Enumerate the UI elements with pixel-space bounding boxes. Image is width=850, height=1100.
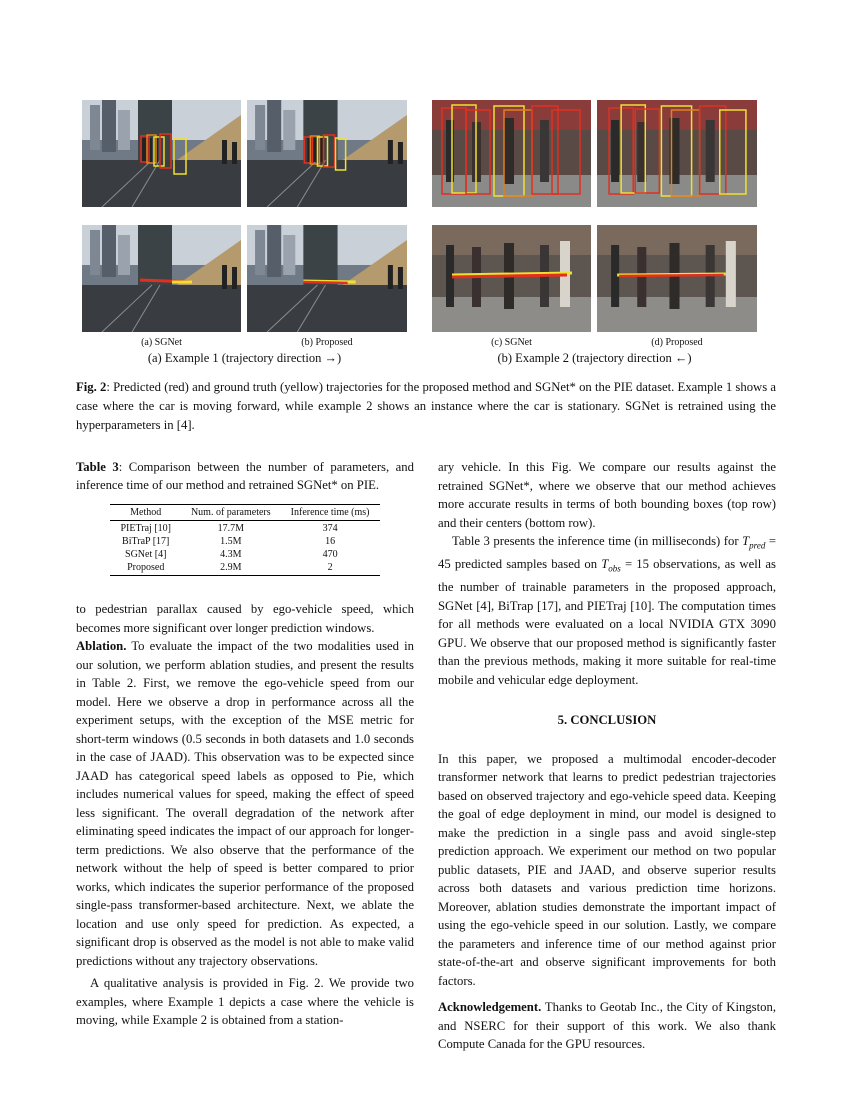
table-cell: 2.9M — [181, 561, 281, 576]
figure-caption-text: : Predicted (red) and ground truth (yellow) trajectories for the proposed method and SGNet* on the PIE dataset. Example 1 shows a case where the car is moving forward, while example 2 shows an instance where the car is stationary. SGNet is retrained using the hyperparameters in [4]. — [76, 380, 777, 432]
table-cell: 470 — [322, 549, 338, 560]
table-header: Method — [110, 505, 180, 521]
example1-proposed-boxes-image — [247, 100, 407, 207]
section-title-conclusion: 5. CONCLUSION — [557, 713, 657, 728]
table-cell: Proposed — [110, 561, 180, 576]
table3-label: Table 3 — [76, 460, 119, 474]
example1-sgnet-centers-image — [82, 225, 241, 332]
table-cell: 17.7M — [217, 523, 244, 534]
panel-caption-d: (d) Proposed — [651, 337, 703, 348]
t-pred-symbol: $T_{pred}$ — [742, 534, 766, 551]
table-header: Num. of parameters — [181, 505, 281, 521]
left-column-body — [76, 600, 414, 1030]
table3 — [110, 504, 379, 576]
ablation-paragraph — [76, 637, 414, 970]
left-column — [76, 458, 414, 576]
example1-sgnet-boxes-image — [82, 100, 241, 207]
inference-text-a: Table 3 presents the inference time (in milliseconds) for — [452, 534, 743, 548]
figure-caption — [76, 378, 776, 435]
table-cell: SGNet [4] — [125, 549, 167, 560]
ablation-text: To evaluate the impact of the two modalities used in our solution, we perform ablation studies, and present the results in Table 2. First, we remove the ego-vehicle speed from our model. Here we observe a drop in performance across all the experiment setups, with the exception of the MSE metric for short-term windows (0.5 seconds in both datasets and 1.0 seconds in the case of JAAD). This observation was to be expected since JAAD has categorical speed labels as opposed to Pie, which includes numerical values for speed, making the effect of speed less significant. The overall degradation of the network after eliminating speed indicates the impact of our approach for longer-term predictions. We also observe that the performance of the network without the help of speed is better compared to prior works, which indicates the superior performance of the proposed single-pass transformer-based architecture. Next, we ablate the location and use only speed for prediction. As expected, a significant drop is observed as the model is not able to make valid predictions without any trajectory observations. — [76, 639, 414, 968]
example2-caption: (b) Example 2 (trajectory direction ←) — [497, 351, 692, 365]
acknowledgement-paragraph — [438, 998, 776, 1054]
panel-caption-a: (a) SGNet — [141, 337, 182, 348]
acknowledgement-heading: Acknowledgement. — [438, 1000, 542, 1015]
example1-proposed-centers-image — [247, 225, 407, 332]
example2-sgnet-boxes-image — [432, 100, 591, 207]
table-cell: BiTraP [17] — [122, 536, 170, 547]
qualitative-paragraph: A qualitative analysis is provided in Fig. 2. We provide two examples, where Example 1 depicts a case where the vehicle is moving, while Example 2 is obtained from a station- — [76, 976, 414, 1027]
table3-caption — [76, 458, 414, 494]
inference-text-c: observations, as well as the number of trainable parameters in the proposed approach, SGNet [4], BiTrap [17], and PIETraj [10]. The computation times for all methods were evaluated on a local NVIDIA GTX 3090 GPU. We observe that our proposed method is significantly faster than the previous methods, making it more suitable for real-time mobile and vehicular edge deployment. — [438, 557, 776, 687]
example2-proposed-centers-image — [597, 225, 757, 332]
example2-sgnet-centers-image — [432, 225, 591, 332]
conclusion-paragraph: In this paper, we proposed a multimodal encoder-decoder transformer network that learns to predict pedestrian trajectories based on observed trajectory and ego-vehicle speed data. Keeping the goal of edge deployment in mind, our model is designed to make the prediction in a single pass and avoid single-step prediction approach. We experiment our method on two popular public datasets, PIE and JAAD, and observe superior results across both datasets and various prediction time horizons. Moreover, ablation studies demonstrate the important impact of using the ego-vehicle speed in our solution. Lastly, we compare the parameters and inference time of our method against prior state-of-the-art and observe significant improvements for both factors. — [438, 751, 776, 988]
table-cell: 16 — [325, 536, 336, 547]
table-cell: 1.5M — [220, 536, 242, 547]
table-header: Inference time (ms) — [281, 505, 380, 521]
acknowledgement-text: Thanks to Geotab Inc., the City of Kingston, and NSERC for their support of this work. We also thank Compute Canada for the GPU resources. — [438, 1000, 776, 1052]
t-obs-symbol: $T_{obs}$ — [601, 557, 621, 574]
table-row — [110, 535, 379, 548]
table-row — [110, 521, 379, 536]
table-cell: PIETraj [10] — [120, 523, 171, 534]
table3-caption-text: : Comparison between the number of parameters, and inference time of our method and retrained SGNet* on PIE. — [76, 460, 414, 492]
t-obs-equation: = 15 — [620, 557, 649, 572]
example1-caption: (a) Example 1 (trajectory direction →) — [147, 351, 342, 365]
inference-text-b: predicted samples based on — [450, 557, 602, 572]
left-paragraph-1: to pedestrian parallax caused by ego-vehicle speed, which becomes more significant over longer prediction windows. — [76, 602, 414, 635]
t-pred-equation: = 45 — [438, 534, 777, 572]
table-cell: 374 — [322, 523, 338, 534]
inference-paragraph — [438, 532, 776, 689]
example2-proposed-boxes-image — [597, 100, 757, 207]
panel-caption-b: (b) Proposed — [301, 337, 353, 348]
table-row — [110, 548, 379, 561]
ablation-heading: Ablation. — [76, 639, 127, 653]
panel-caption-c: (c) SGNet — [491, 337, 532, 348]
right-paragraph-1: ary vehicle. In this Fig. We compare our results against the retrained SGNet*, where we observe that our method achieves more accurate results in terms of both bounding boxes (top row) and their centers (bottom row). — [438, 460, 776, 530]
table-cell: 4.3M — [220, 549, 242, 560]
right-column — [438, 458, 776, 1054]
table-row — [110, 561, 379, 576]
figure-caption-label: Fig. 2 — [76, 380, 107, 394]
table-cell: 2 — [281, 561, 380, 576]
